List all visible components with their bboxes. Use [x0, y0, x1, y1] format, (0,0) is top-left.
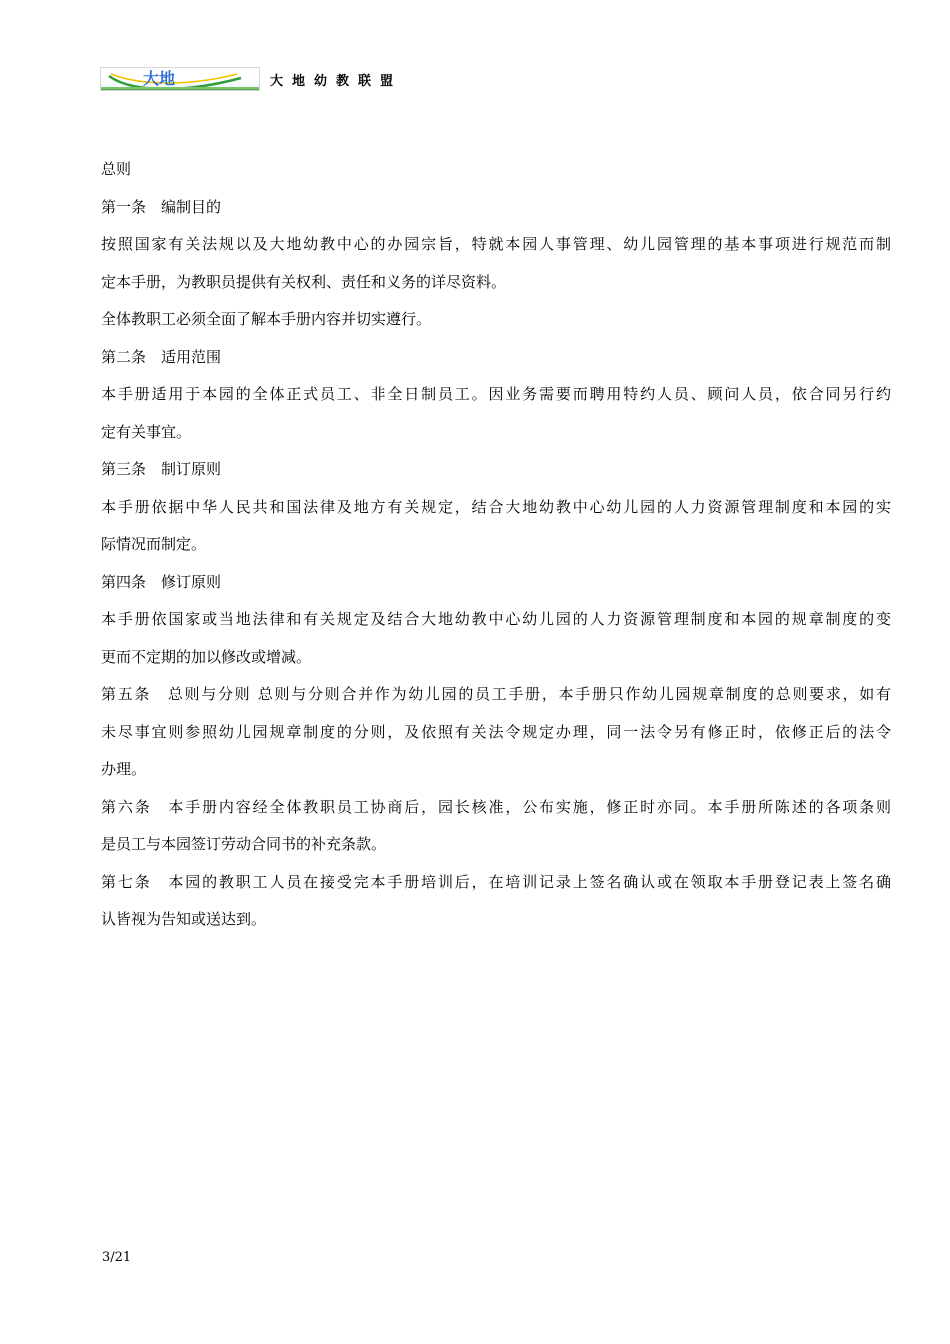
- paragraph-line: 认皆视为告知或送达到。: [101, 910, 267, 928]
- paragraph-line: 办理。: [101, 760, 147, 778]
- svg-text:大地: 大地: [143, 69, 176, 88]
- paragraph-line: 是员工与本园签订劳动合同书的补充条款。: [101, 835, 387, 853]
- dadi-logo-graphic: [101, 68, 260, 91]
- paragraph-line: 按照国家有关法规以及大地幼教中心的办园宗旨，特就本园人事管理、幼儿园管理的基本事项进行规范而制: [101, 235, 891, 253]
- article-heading: 第四条 修订原则: [101, 572, 222, 591]
- paragraph-line: 第五条 总则与分则 总则与分则合并作为幼儿园的员工手册，本手册只作幼儿园规章制度的总则要求，如有: [101, 685, 891, 703]
- page-number: 3/21: [102, 1250, 132, 1265]
- paragraph-line: 本手册依据中华人民共和国法律及地方有关规定，结合大地幼教中心幼儿园的人力资源管理制度和本园的实: [101, 497, 891, 516]
- paragraph-line: 全体教职工必须全面了解本手册内容并切实遵行。: [101, 310, 432, 328]
- article-heading: 第三条 制订原则: [101, 460, 222, 478]
- paragraph-line: 未尽事宜则参照幼儿园规章制度的分则，及依照有关法令规定办理，同一法令另有修正时，依修正后的法令: [101, 722, 891, 741]
- article-heading: 第一条 编制目的: [101, 197, 222, 216]
- paragraph-line: 更而不定期的加以修改或增减。: [101, 647, 312, 666]
- org-name: 大地幼教联盟: [270, 73, 403, 89]
- paragraph-line: 际情况而制定。: [101, 535, 207, 553]
- paragraph-line: 第七条 本园的教职工人员在接受完本手册培训后，在培训记录上签名确认或在领取本手册登记表上签名确: [101, 872, 891, 891]
- paragraph-line: 定本手册，为教职员提供有关权利、责任和义务的详尽资料。: [101, 272, 507, 291]
- dadi-logo: [100, 67, 260, 91]
- page-header: [100, 66, 402, 92]
- section-title: 总则: [101, 160, 132, 178]
- article-heading: 第二条 适用范围: [101, 347, 222, 366]
- paragraph-line: 定有关事宜。: [101, 422, 192, 441]
- paragraph-line: 第六条 本手册内容经全体教职员工协商后，园长核准，公布实施，修正时亦同。本手册所陈述的各项条则: [101, 797, 891, 816]
- paragraph-line: 本手册依国家或当地法律和有关规定及结合大地幼教中心幼儿园的人力资源管理制度和本园的规章制度的变: [101, 610, 891, 628]
- paragraph-line: 本手册适用于本园的全体正式员工、非全日制员工。因业务需要而聘用特约人员、顾问人员，依合同另行约: [101, 385, 891, 403]
- document-body: [101, 151, 891, 939]
